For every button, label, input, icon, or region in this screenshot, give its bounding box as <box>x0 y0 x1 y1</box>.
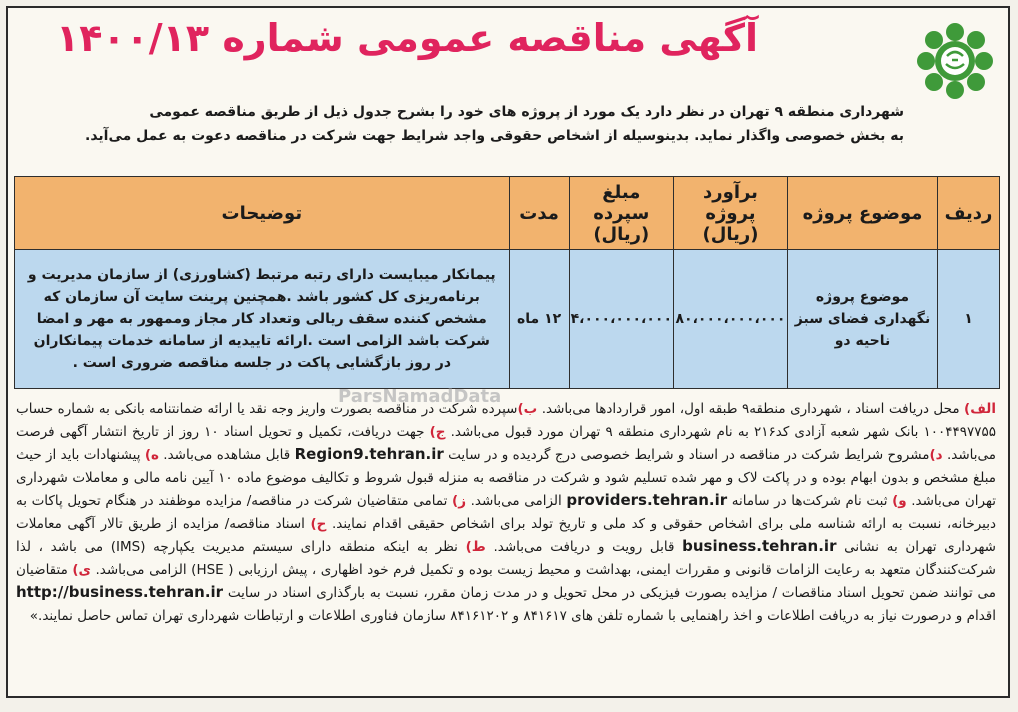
table-header-row <box>15 177 1000 250</box>
cell-row-number: ۱ <box>938 250 1000 389</box>
clause-marker-g: ز) <box>452 493 466 509</box>
business-url-link[interactable]: http://business.tehran.ir <box>16 583 224 601</box>
clause-marker-i: ط) <box>465 539 486 555</box>
notice-page <box>6 6 1010 698</box>
cell-subject: موضوع پروژه نگهداری فضای سبز ناحیه دو <box>788 250 938 389</box>
conditions-paragraph <box>16 398 996 627</box>
clause-d-part2: قابل مشاهده می‌باشد. <box>158 447 295 463</box>
cell-deposit: ۴،۰۰۰،۰۰۰،۰۰۰ <box>569 250 673 389</box>
clause-h-part2: قابل رویت و دریافت می‌باشد. <box>485 539 683 555</box>
cell-estimate: ۸۰،۰۰۰،۰۰۰،۰۰۰ <box>674 250 788 389</box>
col-header-row-number: ردیف <box>938 177 1000 250</box>
clause-i: نظر به اینکه منطقه دارای سیستم مدیریت یکپارچه (IMS) می باشد ، لذا شرکت‌کنندگان متعهد به رعایت الزامات قانونی و مقررات ایمنی، بهداشت و محیط زیست بوده و تکمیل فرم خود اظهاری ، پیش ارزیابی ( HSE) الزامی می‌باشد. <box>16 539 996 578</box>
intro-line-2: به بخش خصوصی واگذار نماید. بدینوسیله از اشخاص حقوقی واجد شرایط جهت شرکت در مناقصه دعوت به عمل می‌آید. <box>85 128 904 144</box>
col-header-subject: موضوع پروژه <box>788 177 938 250</box>
clause-marker-h: ح) <box>310 515 327 532</box>
clause-f-part2: الزامی می‌باشد. <box>465 493 567 509</box>
col-header-notes: توضیحات <box>15 177 510 250</box>
notice-title <box>56 16 758 60</box>
table-row <box>15 250 1000 389</box>
clause-e: پیشنهادات باید از حیث مبلغ مشخص و بدون ابهام بوده و در پاکت لاک و مهر شده تسلیم شود و شرکت در مناقصه به منزله قبول شروط و تکالیف موضوع ماده ۱۰ آیین نامه مالی و معاملات شهرداری تهران می‌باشد. <box>16 447 997 509</box>
business-site-link[interactable]: business.tehran.ir <box>682 537 837 555</box>
col-header-deposit: مبلغ سپرده (ریال) <box>569 177 673 250</box>
clause-marker-a: الف) <box>964 401 996 417</box>
col-header-duration: مدت <box>509 177 569 250</box>
clause-f-part1: ثبت نام شرکت‌ها در سامانه <box>727 493 893 509</box>
clause-marker-j: ی) <box>72 561 91 578</box>
clause-a: محل دریافت اسناد ، شهرداری منطقه۹ طبقه اول، امور قراردادها می‌باشد. <box>537 401 965 417</box>
organization-name: شهرداری منطقه ۹ تهران <box>729 104 904 120</box>
intro-paragraph <box>24 100 904 148</box>
tehran-municipality-logo-icon <box>916 22 994 100</box>
col-header-estimate: برآورد پروژه (ریال) <box>674 177 788 250</box>
projects-table <box>14 176 1000 389</box>
region9-site-link[interactable]: Region9.tehran.ir <box>294 445 444 463</box>
clause-marker-c: ج) <box>429 423 446 440</box>
clause-marker-d: د) <box>929 447 943 463</box>
clause-marker-b: ب) <box>517 401 538 417</box>
watermark-text: ParsNamadData <box>338 386 502 407</box>
clause-marker-e: ه) <box>144 447 159 463</box>
clause-c: جهت دریافت، تکمیل و تحویل اسناد ۱۰ روز از تاریخ انتشار آگهی فرصت می‌باشد. <box>16 423 996 463</box>
cell-duration: ۱۲ ماه <box>509 250 569 389</box>
clause-g: تمامی متقاضیان شرکت در مناقصه/ مزایده موظفند در هنگام تحویل پاکات به دبیرخانه، نسبت به ارائه شناسه ملی برای اشخاص حقوقی و کد ملی و تاریخ تولد برای اشخاص حقیقی اقدام نمایند. <box>16 493 996 532</box>
title-text: آگهی مناقصه عمومی شماره <box>222 16 758 60</box>
clause-j-part2: اقدام و درصورت نیاز به دریافت اطلاعات و اخذ راهنمایی با شماره تلفن های ۸۴۱۶۱۷ و ۸۴۱۶۱۲۰۲ سازمان فناوری اطلاعات و ارتباطات شهرداری تهران تماس حاصل نمایند.» <box>29 607 996 624</box>
tender-number: ۱۴۰۰/۱۳ <box>56 16 210 60</box>
clause-b: سپرده شرکت در مناقصه بصورت واریز وجه نقد یا ارائه ضمانتنامه بانکی به شماره حساب ۱۰۰۴۴۹۷۷۵۵ بانک شهر شعبه آزادی کد۲۱۶ به نام شهرداری منطقه ۹ تهران مورد قبول می‌باشد. <box>16 401 996 440</box>
clause-j-part1: متقاضیان می توانند ضمن تحویل اسناد مناقصات / مزایده بصورت فیزیکی در محل تحویل و در مدت زمان مقرر، نسبت به بارگذاری اسناد در سایت <box>16 561 996 601</box>
clause-marker-f: و) <box>892 493 907 509</box>
notice-header <box>8 10 1008 96</box>
providers-site-link[interactable]: providers.tehran.ir <box>566 491 728 509</box>
clause-d-part1: مشروح شرایط شرکت در مناقصه در اسناد و شرایط خصوصی درج گردیده و در سایت <box>443 447 930 463</box>
cell-notes: پیمانکار میبایست دارای رتبه مرتبط (کشاورزی) از سازمان مدیریت و برنامه‌ریزی کل کشور باشد .همچنین پرینت سایت آن سازمان که مشخص کننده سقف ریالی وتعداد کار مجاز وممهور به مهر و امضا شرکت باشد الزامی است .ارائه تاییدیه از سامانه خدمات پیمانکاران در روز بازگشایی پاکت در جلسه مناقصه ضروری است . <box>15 250 510 389</box>
intro-line-1: در نظر دارد یک مورد از پروژه های خود را بشرح جدول ذیل از طریق مناقصه عمومی <box>149 104 730 120</box>
clause-h-part1: اسناد مناقصه/ مزایده از طریق تالار آگهی معاملات شهرداری تهران به نشانی <box>16 515 996 555</box>
